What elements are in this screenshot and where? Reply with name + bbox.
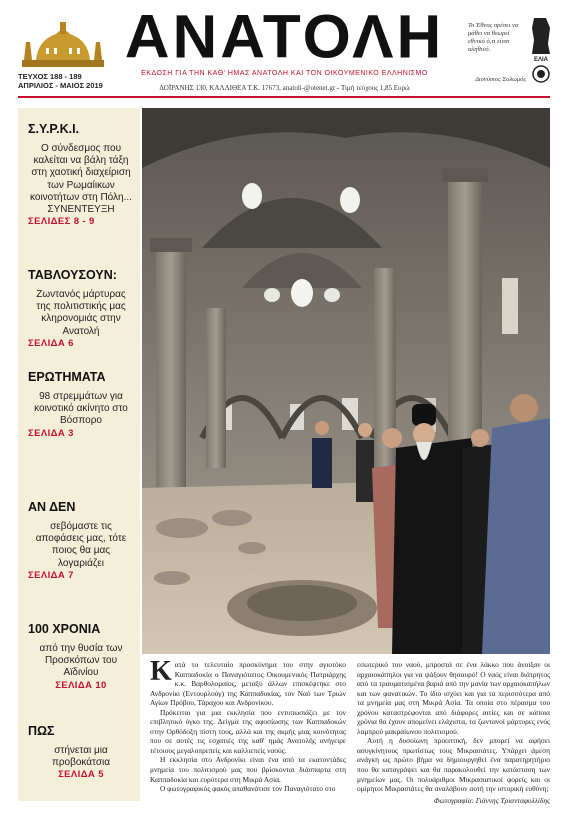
article-paragraph: εσωτερικό του ναού, μπροστά σε ένα λάκκο που άνοιξαν οι αρχαιοκάπηλοι για να ψάξουν θησαυρό! Ο ναός είναι διάτρητος από τα τραυματισμένα βαριά από την μανία των αρχαιοκαπήλων και των φανατικών. Το ίδιο ισχύει και για τα περισσότερα από τα μνημεία μας στη Μικρά Ασία. Τα οποία στο πέρασμα του χρόνου καταστρέφονται από διάφορες αιτίες και σε κάποια χρόνια θα έχουν απομείνει ελάχιστα, τα ζωντανοί μάρτυρες ενός λαμπρού μακραίωνου πολιτισμού. [357, 660, 550, 736]
sidebar-text: από την θυσία των Προσκόπων του Αϊδινίου [39, 643, 123, 679]
sidebar-page: ΣΕΛΙΔΕΣ 8 - 9 [28, 216, 95, 228]
sidebar-item[interactable] [28, 122, 134, 228]
masthead-quote: Το Έθνος πρέπει να μάθει να θεωρεί εθνικό ό,τι είναι αληθινό. [468, 22, 519, 53]
sidebar-headline: ΠΩΣ [28, 724, 55, 738]
sidebar-contents [18, 108, 140, 801]
sidebar-page: ΣΕΛΙΔΑ 6 [28, 337, 74, 349]
masthead [0, 0, 567, 95]
newspaper-subtitle: ΕΚΔΟΣΗ ΓΙΑ ΤΗΝ ΚΑΘ' ΗΜΑΣ ΑΝΑΤΟΛΗ ΚΑΙ ΤΟΝ ΟΙΚΟΥΜΕΝΙΚΟ ΕΛΛΗΝΙΣΜΟ [141, 70, 428, 77]
byzantine-church-logo-icon [18, 20, 108, 70]
article-column-2 [357, 660, 550, 805]
sidebar-headline: ΤΑΒΛΟΥΣΟΥΝ: [28, 268, 117, 282]
article-paragraph: Πρόκειται για μια εκκλησία που εντυπωσιάζει με τον επιβλητικό όγκο της. Δείγμα της αφοσίωσης των Καππαδοκών στην Ορθόδοξη πίστη τους, αλλά και της ακμής μιας κοινότητας που σε αυτές τις εσχατιές της καθ' ημάς Ανατολής ανήγειρε τέτοιους μεγαλοπρεπείς και καλλιεπείς ναούς. [150, 707, 346, 755]
sidebar-text: Ο σύνδεσμος που καλείται να βάλη τάξη στη χαοτική διαχείριση των Ρωμαίικων κοινοτήτων στη Πόλη... ΣΥΝΕΝΤΕΥΞΗ [30, 143, 132, 216]
article-dropcap: Κ [150, 656, 172, 687]
ella-badge-icon [526, 14, 556, 84]
issue-number: ΤΕΥΧΟΣ 188 - 189 [18, 72, 82, 81]
badge-label: ΕΛΙΑ [533, 57, 549, 63]
sidebar-item[interactable] [28, 370, 134, 440]
sidebar-headline: 100 ΧΡΟΝΙΑ [28, 622, 101, 636]
article-paragraph: Η εκκλησία στο Ανδρονίκι είναι ένα από τα εκατοντάδες μνημεία του πολιτισμού μας που βρίσκονται διάσπαρτα στη Καππαδοκία και ευρύτερα στη Μικρά Ασία. [150, 755, 346, 784]
quote-author: Διονύσιος Σολωμός [475, 76, 526, 83]
sidebar-page: ΣΕΛΙΔΑ 3 [28, 427, 74, 439]
issue-info [18, 72, 103, 90]
sidebar-page: ΣΕΛΙΔΑ 5 [58, 769, 104, 781]
sidebar-text: 98 στρεμμάτων για κοινοτικό ακίνητο στο Βόσπορο [34, 391, 128, 427]
sidebar-item[interactable] [28, 622, 134, 692]
article-paragraph: Ο φωτογραφικός φακός απαθανάτισε τον Παναγιότατο στο [160, 784, 336, 794]
sidebar-page: ΣΕΛΙΔΑ 10 [55, 679, 107, 691]
sidebar-text: σεβόμαστε τις αποφάσεις μας, τότε ποιος θα μας λογαριάζει [35, 521, 127, 569]
photo-credit: Φωτογραφία: Γιάννης Τριανταφυλλίδης [433, 795, 550, 805]
article-column-1 [150, 656, 346, 794]
sidebar-text: Ζωντανός μάρτυρας της πολιτιστικής μας κληρονομιάς στην Ανατολή [36, 289, 126, 337]
sidebar-page: ΣΕΛΙΔΑ 7 [28, 569, 74, 581]
publisher-address: ΔΟΪΡΑΝΗΣ 130, ΚΑΛΛΙΘΕΑ Τ.Κ. 17673, anatoli-@otenet.gr - Τιμή τεύχους 1,85 Ευρώ [159, 84, 410, 92]
sidebar-item[interactable] [28, 500, 134, 582]
newspaper-title: ΑΝΑΤΟΛΗ [124, 3, 445, 72]
sidebar-headline: ΕΡΩΤΗΜΑΤΑ [28, 370, 106, 384]
church-interior-photo [142, 108, 550, 654]
sidebar-headline: Σ.Υ.Ρ.Κ.Ι. [28, 122, 80, 136]
article-paragraph: Αυτή η δυσοίωνη προοπτική, δεν μπορεί να αφήσει ασυγκίνητους πρωτίστως τους Μικρασιάτες. Υπάρχει άμεση ανάγκη ως πρώτο βήμα να δημιουργηθεί ένα παρατηρητήριο που θα καταγράψει και θα παρακολουθεί την κατάσταση των μνημείων μας. Οι πολυάριθμοι Μικρασιατικοί φορείς και οι ομίρητοι Μικρασιάτες θα αναλάβουν αυτή την ιστορική ευθύνη; [357, 736, 550, 794]
article-paragraph: ατά το τελευταίο προσκύνημα του στην αγιοτόκο Καππαδοκία ο Παναγιότατος Οικουμενικός Πατριάρχης κ.κ. Βαρθολομαίος, μεταξύ άλλων επισκέφτηκε στο Ανδρονίκι (Εντουρλούγ) της Καππαδοκίας, τον Ναό των Τριών Αγίων Πρόβου, Τάραχου και Ανδρονίκου. [150, 660, 346, 708]
sidebar-headline: ΑΝ ΔΕΝ [28, 500, 76, 514]
masthead-divider [18, 96, 550, 98]
issue-date: ΑΠΡΙΛΙΟΣ - ΜΑΙΟΣ 2019 [18, 81, 103, 90]
sidebar-item[interactable] [28, 268, 134, 350]
sidebar-item[interactable] [28, 724, 134, 781]
sidebar-text: στήνεται μια προβοκάτσια [51, 745, 111, 769]
